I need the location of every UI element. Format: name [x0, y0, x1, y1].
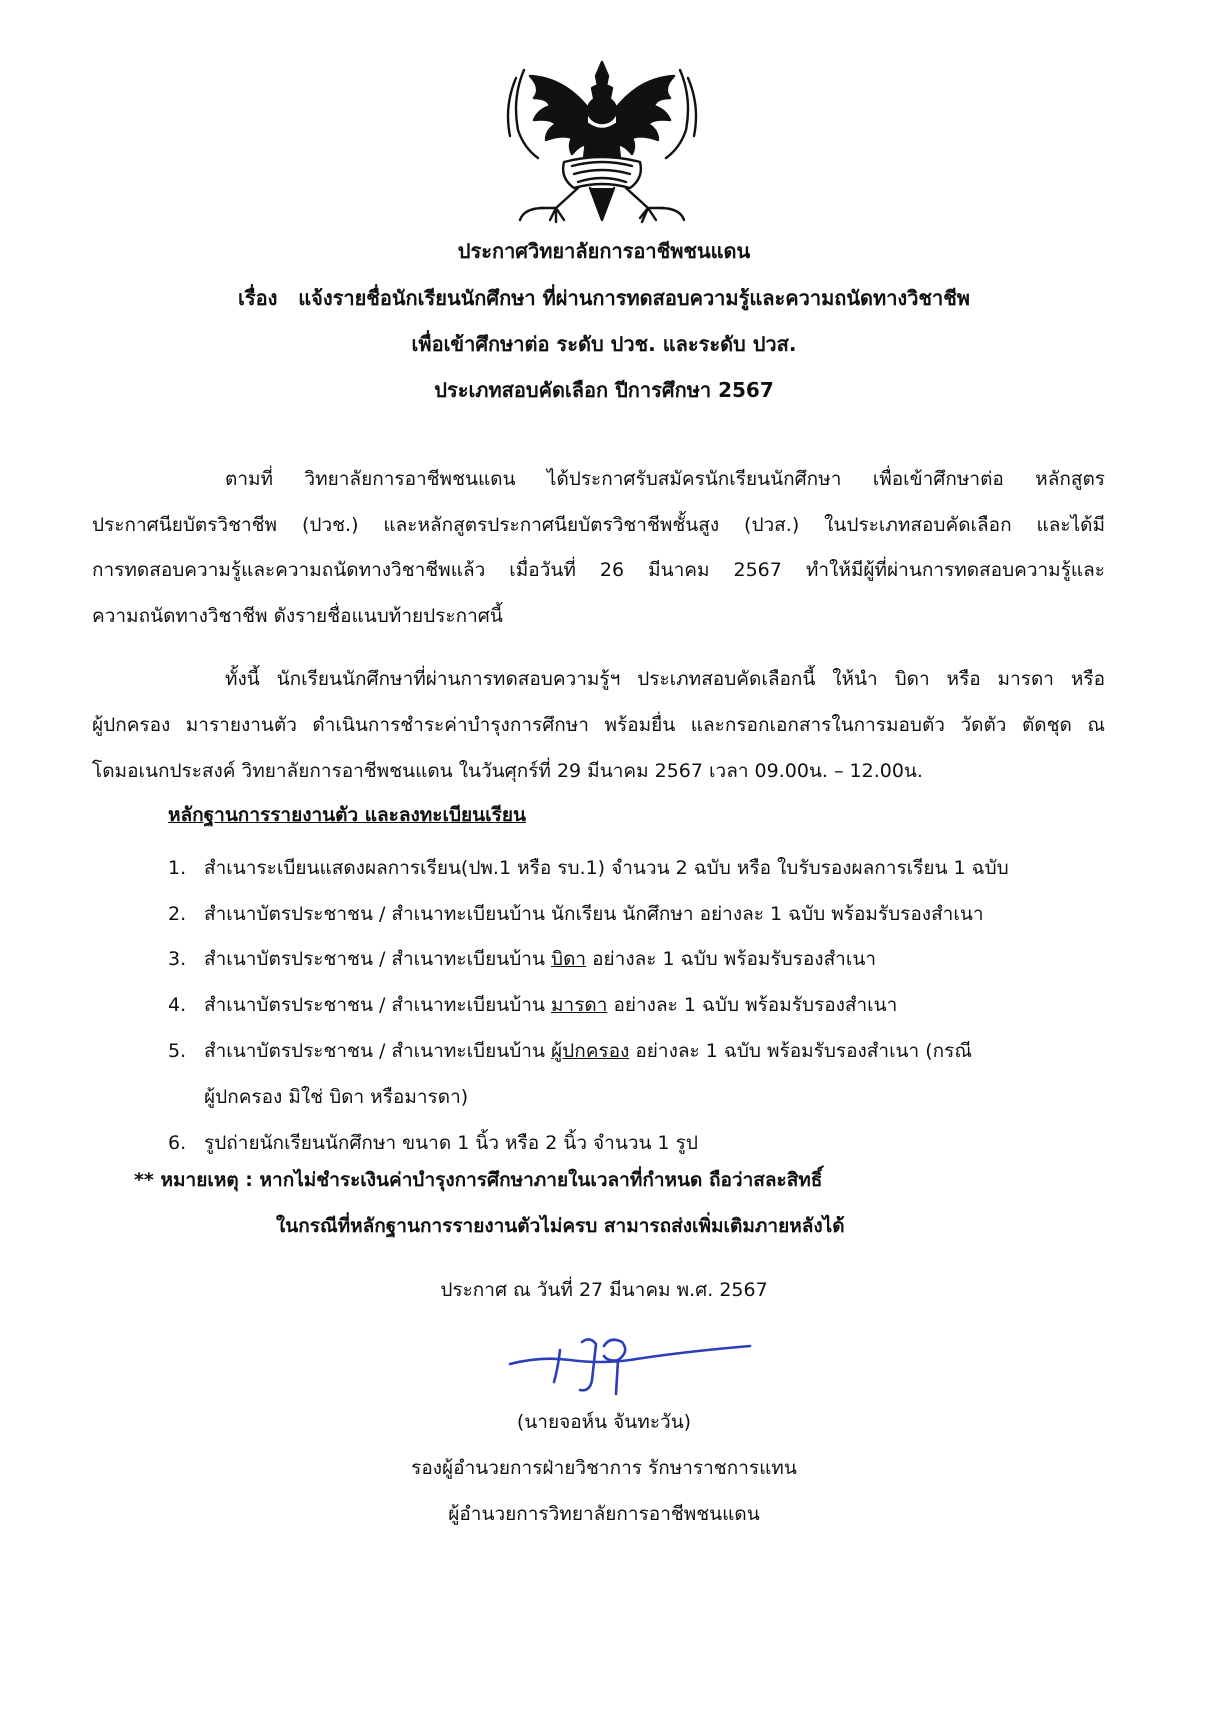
list-item-prefix: สำเนาบัตรประชาชน / สำเนาทะเบียนบ้าน	[204, 948, 552, 970]
list-item-text	[204, 944, 876, 974]
list-item-suffix: อย่างละ 1 ฉบับ พร้อมรับรองสำเนา (กรณี	[629, 1040, 973, 1062]
para2-line-2: ผู้ปกครอง มารายงานตัว ดำเนินการชำระค่าบำรุงการศึกษา พร้อมยื่น และกรอกเอกสารในการมอบตัว วัดตัว ตัดชุด ณ	[92, 714, 1105, 736]
note-line-1: ** หมายเหตุ : หากไม่ชำระเงินค่าบำรุงการศึกษาภายในเวลาที่กำหนด ถือว่าสละสิทธิ์	[134, 1169, 823, 1191]
underlined-father: บิดา	[551, 948, 587, 970]
list-item-number: 1.	[168, 857, 187, 879]
announcement-date: ประกาศ ณ วันที่ 27 มีนาคม พ.ศ. 2567	[440, 1279, 768, 1301]
signature-icon	[500, 1330, 760, 1400]
list-item-text: สำเนาบัตรประชาชน / สำเนาทะเบียนบ้าน นักเรียน นักศึกษา อย่างละ 1 ฉบับ พร้อมรับรองสำเนา	[204, 903, 984, 925]
evidence-heading: หลักฐานการรายงานตัว และลงทะเบียนเรียน	[168, 804, 526, 826]
list-item-text	[204, 1036, 972, 1066]
para2-line-1: ทั้งนี้ นักเรียนนักศึกษาที่ผ่านการทดสอบความรู้ฯ ประเภทสอบคัดเลือกนี้ ให้นำ บิดา หรือ มารดา หรือ	[225, 668, 1105, 690]
list-item-number: 5.	[168, 1040, 187, 1062]
underlined-mother: มารดา	[551, 994, 608, 1016]
list-item-prefix: สำเนาบัตรประชาชน / สำเนาทะเบียนบ้าน	[204, 1040, 552, 1062]
note-line-2: ในกรณีที่หลักฐานการรายงานตัวไม่ครบ สามารถส่งเพิ่มเติมภายหลังได้	[276, 1215, 845, 1237]
list-item-number: 4.	[168, 994, 187, 1016]
list-item-prefix: สำเนาบัตรประชาชน / สำเนาทะเบียนบ้าน	[204, 994, 552, 1016]
list-item-suffix: อย่างละ 1 ฉบับ พร้อมรับรองสำเนา	[586, 948, 876, 970]
para1-line-3: การทดสอบความรู้และความถนัดทางวิชาชีพแล้ว เมื่อวันที่ 26 มีนาคม 2567 ทำให้มีผู้ที่ผ่านการทดสอบความรู้และ	[92, 559, 1105, 581]
announcement-subject	[0, 283, 1208, 313]
para1-line-1: ตามที่ วิทยาลัยการอาชีพชนแดน ได้ประกาศรับสมัครนักเรียนนักศึกษา เพื่อเข้าศึกษาต่อ หลักสูตร	[225, 468, 1105, 490]
list-item-number: 6.	[168, 1132, 187, 1154]
list-item-suffix: อย่างละ 1 ฉบับ พร้อมรับรองสำเนา	[607, 994, 898, 1016]
subject-label: เรื่อง	[237, 286, 278, 310]
signer-name: (นายจอห์น จันทะวัน)	[516, 1411, 692, 1433]
subject-line-3: ประเภทสอบคัดเลือก ปีการศึกษา 2567	[434, 378, 774, 402]
list-item-number: 3.	[168, 948, 187, 970]
list-item-text: รูปถ่ายนักเรียนนักศึกษา ขนาด 1 นิ้ว หรือ 2 นิ้ว จำนวน 1 รูป	[204, 1132, 698, 1154]
list-item-text	[204, 990, 897, 1020]
signer-position-2: ผู้อำนวยการวิทยาลัยการอาชีพชนแดน	[448, 1503, 760, 1525]
subject-line-2: เพื่อเข้าศึกษาต่อ ระดับ ปวช. และระดับ ปวส.	[411, 332, 797, 356]
para1-line-4: ความถนัดทางวิชาชีพ ดังรายชื่อแนบท้ายประกาศนี้	[92, 605, 503, 627]
list-item-text: สำเนาระเบียนแสดงผลการเรียน(ปพ.1 หรือ รบ.1) จำนวน 2 ฉบับ หรือ ใบรับรองผลการเรียน 1 ฉบับ	[204, 857, 1009, 879]
list-item-number: 2.	[168, 903, 187, 925]
subject-text: แจ้งรายชื่อนักเรียนนักศึกษา ที่ผ่านการทดสอบความรู้และความถนัดทางวิชาชีพ	[298, 286, 970, 310]
underlined-guardian: ผู้ปกครอง	[551, 1040, 630, 1062]
garuda-emblem-icon	[494, 58, 710, 228]
para1-line-2: ประกาศนียบัตรวิชาชีพ (ปวช.) และหลักสูตรประกาศนียบัตรวิชาชีพชั้นสูง (ปวส.) ในประเภทสอบคัดเลือก และได้มี	[92, 514, 1105, 536]
announcement-title: ประกาศวิทยาลัยการอาชีพชนแดน	[457, 239, 751, 263]
signer-position-1: รองผู้อำนวยการฝ่ายวิชาการ รักษาราชการแทน	[411, 1457, 797, 1479]
list-item-continuation: ผู้ปกครอง มิใช่ บิดา หรือมารดา)	[204, 1086, 469, 1108]
para2-line-3: โดมอเนกประสงค์ วิทยาลัยการอาชีพชนแดน ในวันศุกร์ที่ 29 มีนาคม 2567 เวลา 09.00น. – 12.00น.	[92, 760, 923, 782]
